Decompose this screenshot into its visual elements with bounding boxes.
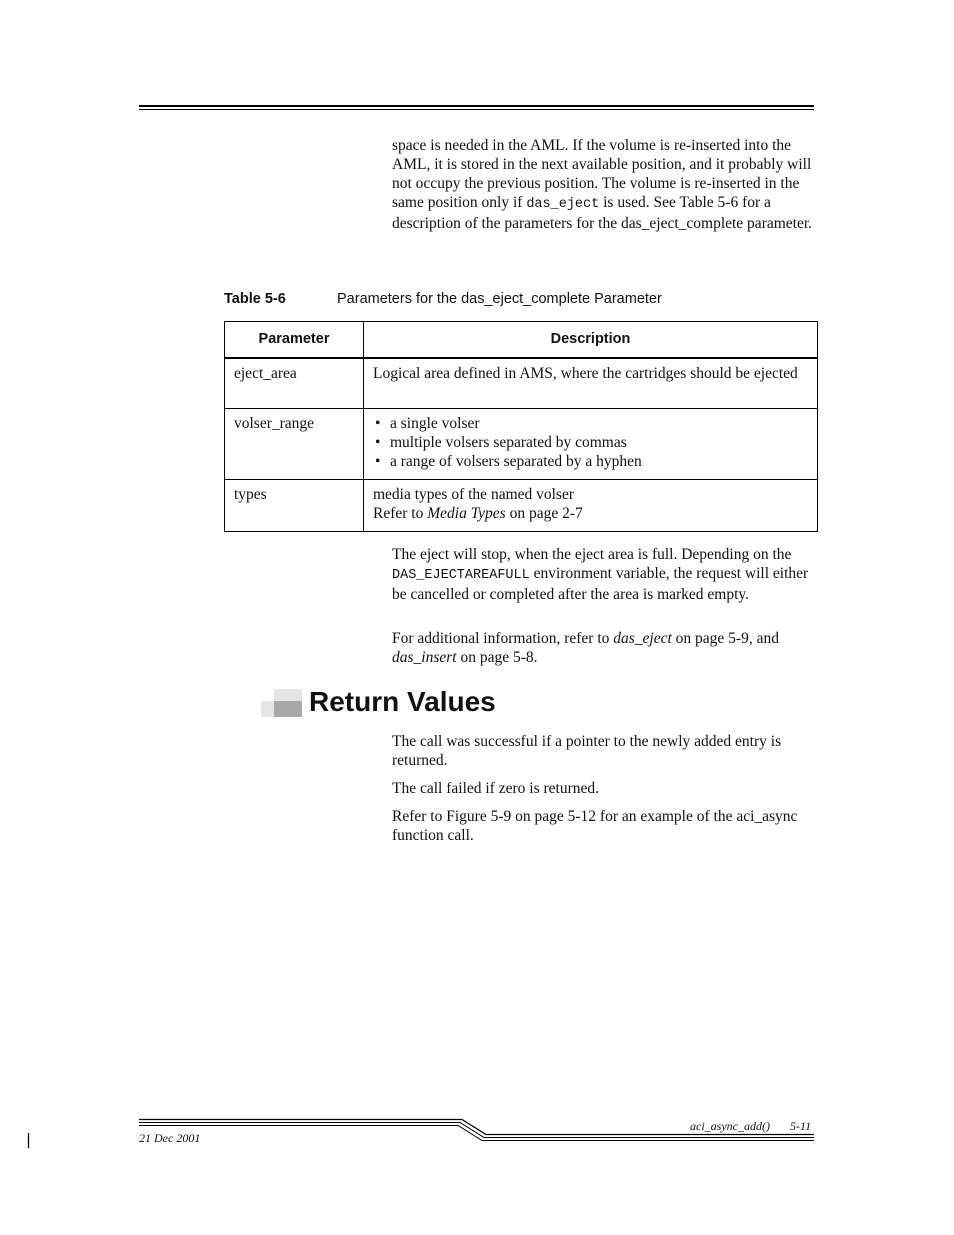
media-types-link[interactable]: Media Types — [427, 504, 506, 522]
param-name: types — [225, 479, 364, 531]
das-eject-code: das_eject — [526, 197, 600, 212]
info-text-2: on page 5-9, and — [671, 630, 779, 647]
table-caption-number: Table 5-6 — [224, 291, 286, 307]
return-success-paragraph: The call was successful if a pointer to the newly added entry is returned. — [392, 733, 782, 769]
types-ref-prefix: Refer to — [373, 504, 428, 522]
header-description: Description — [364, 322, 818, 359]
types-ref-suffix: on page 2-7 — [505, 504, 583, 522]
footer-page-number: 5-11 — [790, 1119, 812, 1133]
figure-reference-paragraph: Refer to Figure 5-9 on page 5-12 for an example of the aci_async function call. — [392, 808, 798, 844]
param-name: volser_range — [225, 408, 364, 479]
header-parameter: Parameter — [225, 322, 364, 359]
eject-text-2: environment variable, the request will either be cancelled or completed after the area is marked empty. — [392, 565, 809, 603]
intro-text-1: space is needed in the AML. If the volume is re-inserted into the AML, it is stored in the next available position, and it probably will not occupy the previous position. The volume is re-inserted in the same position only if — [392, 137, 812, 211]
info-text-1: For additional information, refer to — [392, 630, 614, 647]
param-description: Logical area defined in AMS, where the cartridges should be ejected — [364, 358, 818, 408]
list-item: • a single volser — [373, 414, 809, 433]
return-fail-paragraph: The call failed if zero is returned. — [392, 780, 599, 797]
list-item: • multiple volsers separated by commas — [373, 433, 809, 452]
das-insert-link[interactable]: das_insert — [392, 649, 457, 666]
eject-text-1: The eject will stop, when the eject area is full. Depending on the — [392, 546, 792, 563]
list-item: • a range of volsers separated by a hyphen — [373, 452, 809, 471]
types-line-1: media types of the named volser — [373, 485, 575, 503]
footer-section: aci_async_add() — [690, 1119, 770, 1133]
intro-text-2: is used. See Table 5-6 for a description of the parameters for the das_eject_complete parameter. — [392, 194, 813, 232]
param-name: eject_area — [225, 358, 364, 408]
footer-date: 21 Dec 2001 — [139, 1131, 201, 1145]
ejectareafull-code: DAS_EJECTAREAFULL — [392, 568, 530, 583]
section-title: Return Values — [309, 686, 496, 717]
das-eject-link[interactable]: das_eject — [613, 630, 672, 647]
table-caption-title: Parameters for the das_eject_complete Parameter — [337, 291, 662, 307]
info-text-3: on page 5-8. — [456, 649, 538, 666]
